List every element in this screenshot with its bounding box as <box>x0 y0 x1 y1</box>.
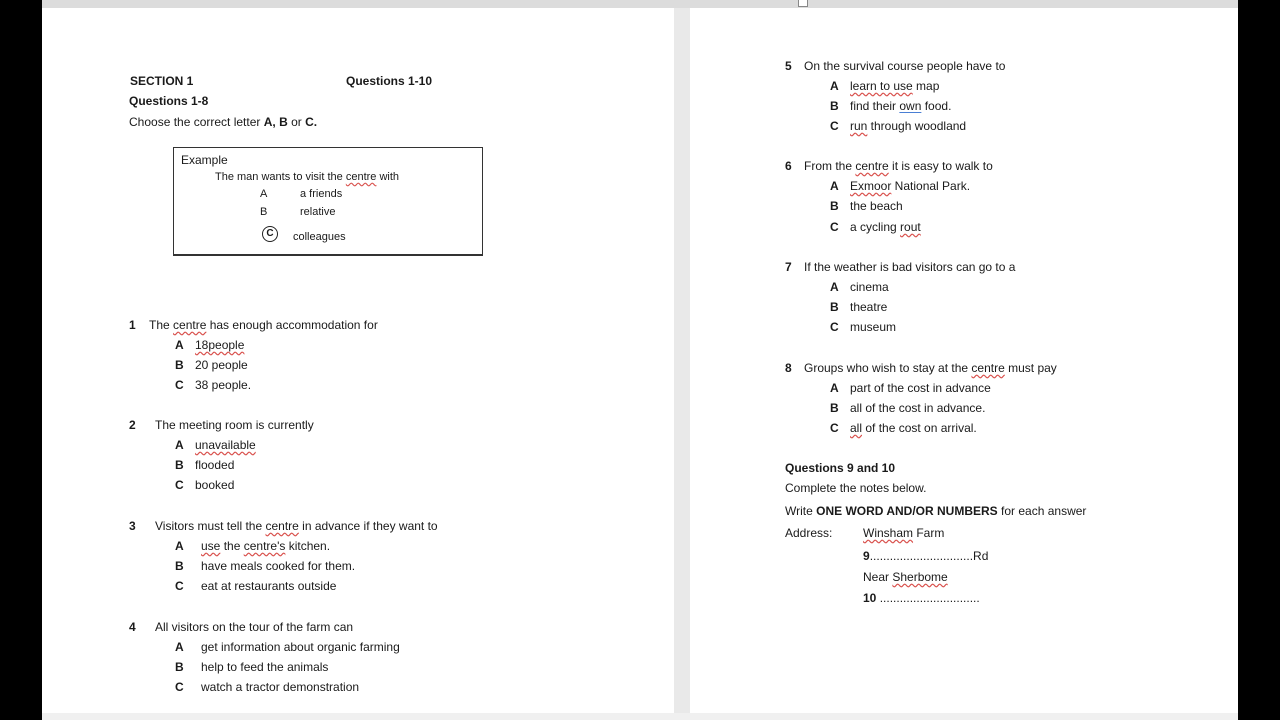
question-stem: All visitors on the tour of the farm can <box>155 620 354 634</box>
option-text: 18people <box>195 338 245 352</box>
option-letter: C <box>175 378 184 392</box>
option-text: find their own food. <box>850 99 952 113</box>
ruler-strip <box>42 0 1238 8</box>
option-letter: B <box>830 401 839 415</box>
section-title: SECTION 1 <box>130 74 194 88</box>
option-text: 38 people. <box>195 378 252 392</box>
document-page-left <box>42 8 674 713</box>
option-letter: C <box>175 579 184 593</box>
option-text: run through woodland <box>850 119 967 133</box>
option-letter: A <box>830 280 839 294</box>
example-stem: The man wants to visit the centre with <box>215 171 400 183</box>
question-9-blank: 9...............................Rd <box>863 549 989 563</box>
option-text: 20 people <box>195 358 248 372</box>
notes-heading: Questions 9 and 10 <box>785 461 896 475</box>
option-text: booked <box>195 478 235 492</box>
option-letter: C <box>830 421 839 435</box>
option-text: Exmoor National Park. <box>850 179 971 193</box>
option-text: the beach <box>850 199 903 213</box>
option-letter: B <box>830 99 839 113</box>
option-letter: A <box>175 438 184 452</box>
page-break-marker <box>798 0 808 7</box>
example-option-text: a friends <box>300 188 343 200</box>
option-text: flooded <box>195 458 235 472</box>
option-letter: B <box>175 358 184 372</box>
option-text: theatre <box>850 300 888 314</box>
option-letter: C <box>830 220 839 234</box>
option-text: all of the cost in advance. <box>850 401 986 415</box>
question-stem: Visitors must tell the centre in advance if they want to <box>155 519 438 533</box>
option-letter: B <box>175 559 184 573</box>
question-stem: Groups who wish to stay at the centre must pay <box>804 361 1057 375</box>
option-text: part of the cost in advance <box>850 381 991 395</box>
near-location: Near Sherbome <box>863 570 948 584</box>
example-option-letter: A <box>260 188 268 200</box>
address-label: Address: <box>785 526 833 540</box>
option-text: unavailable <box>195 438 256 452</box>
option-text: learn to use map <box>850 79 940 93</box>
question-10-blank: 10 .............................. <box>863 591 980 605</box>
option-letter: B <box>175 660 184 674</box>
circled-answer-c: C <box>262 226 278 242</box>
question-number: 3 <box>129 519 136 533</box>
notes-instruction: Complete the notes below. <box>785 481 927 495</box>
write-instruction: Write ONE WORD AND/OR NUMBERS for each answer <box>785 504 1087 518</box>
option-text: have meals cooked for them. <box>201 559 356 573</box>
question-stem: From the centre it is easy to walk to <box>804 159 993 173</box>
option-text: eat at restaurants outside <box>201 579 337 593</box>
status-bar <box>42 713 1238 720</box>
example-title: Example <box>181 153 228 167</box>
question-number: 2 <box>129 418 136 432</box>
option-text: get information about organic farming <box>201 640 400 654</box>
option-letter: A <box>175 338 184 352</box>
option-letter: A <box>175 640 184 654</box>
subheading-questions-1-8: Questions 1-8 <box>129 94 209 108</box>
option-letter: A <box>830 381 839 395</box>
option-text: a cycling rout <box>850 220 921 234</box>
question-number: 1 <box>129 318 136 332</box>
question-stem: The centre has enough accommodation for <box>149 318 378 332</box>
option-letter: B <box>830 199 839 213</box>
question-number: 5 <box>785 59 792 73</box>
question-stem: On the survival course people have to <box>804 59 1006 73</box>
option-letter: A <box>830 79 839 93</box>
instruction-text: Choose the correct letter A, B or C. <box>129 115 318 129</box>
question-number: 8 <box>785 361 792 375</box>
question-stem: The meeting room is currently <box>155 418 314 432</box>
example-option-text: relative <box>300 206 336 218</box>
question-number: 4 <box>129 620 136 634</box>
question-number: 7 <box>785 260 792 274</box>
question-stem: If the weather is bad visitors can go to a <box>804 260 1016 274</box>
option-letter: C <box>175 478 184 492</box>
option-letter: A <box>830 179 839 193</box>
option-letter: B <box>830 300 839 314</box>
example-option-letter: B <box>260 206 268 218</box>
address-farm: Winsham Farm <box>863 526 945 540</box>
option-text: help to feed the animals <box>201 660 329 674</box>
example-option-text: colleagues <box>293 231 346 243</box>
option-letter: C <box>830 119 839 133</box>
option-text: all of the cost on arrival. <box>850 421 977 435</box>
option-letter: C <box>175 680 184 694</box>
questions-range: Questions 1-10 <box>346 74 433 88</box>
question-number: 6 <box>785 159 792 173</box>
option-text: use the centre's kitchen. <box>201 539 331 553</box>
option-text: museum <box>850 320 897 334</box>
option-letter: C <box>830 320 839 334</box>
option-text: watch a tractor demonstration <box>201 680 360 694</box>
option-text: cinema <box>850 280 889 294</box>
option-letter: B <box>175 458 184 472</box>
option-letter: A <box>175 539 184 553</box>
